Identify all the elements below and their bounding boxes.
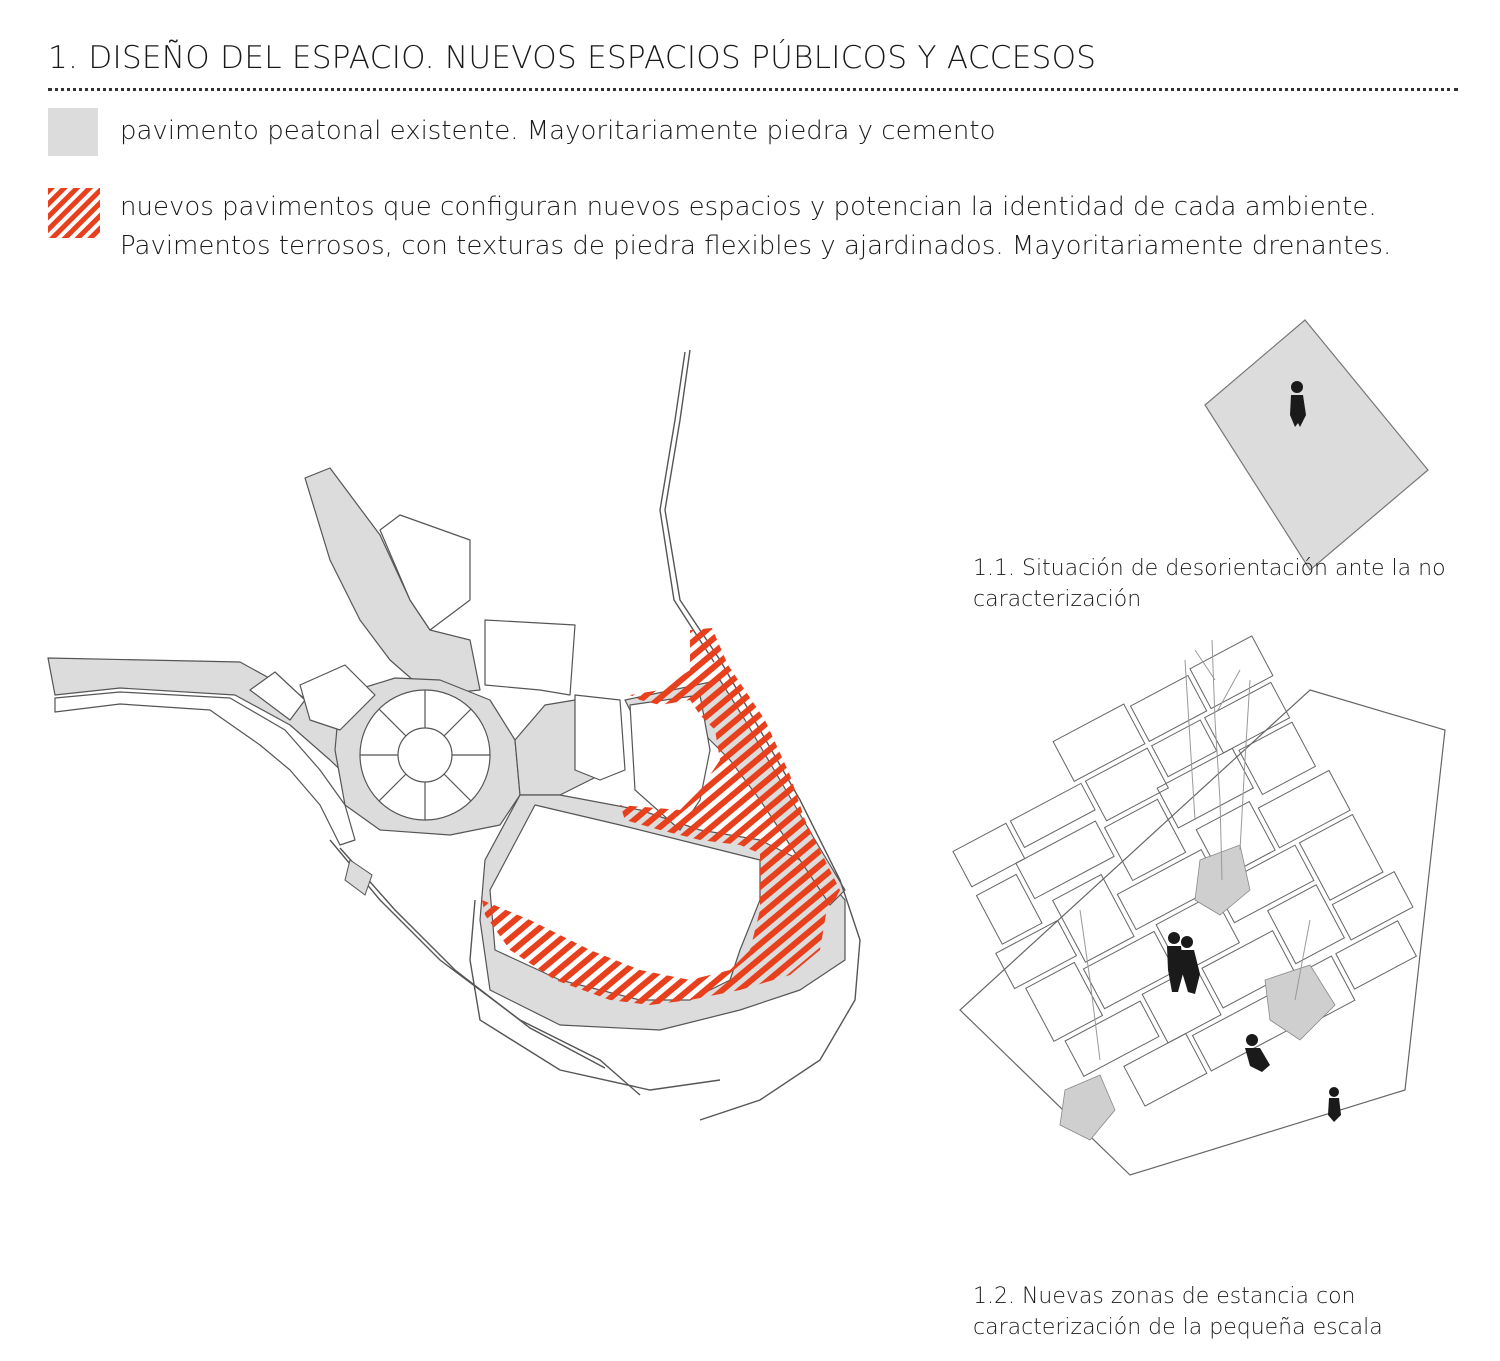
- caption-1-2: [973, 1281, 1383, 1343]
- legend-new-line2: Pavimentos terrosos, con texturas de piedra flexibles y ajardinados. Mayoritariamente drenantes.: [120, 231, 1392, 261]
- red-hatch-swatch: [48, 188, 100, 238]
- diagram-1-2: [950, 620, 1450, 1080]
- grey-paving-swatch: [48, 108, 98, 156]
- site-plan-map: [0, 300, 900, 1300]
- caption-1-2-line1: 1.2. Nuevas zonas de estancia con: [973, 1284, 1356, 1309]
- caption-1-1-line1: 1.1. Situación de desorientación ante la no: [973, 556, 1446, 581]
- caption-1-1: [973, 553, 1446, 615]
- legend-new-paving: [48, 188, 1391, 266]
- legend-existing-paving: [48, 108, 996, 156]
- legend-new-line1: nuevos pavimentos que configuran nuevos espacios y potencian la identidad de cada ambiente.: [120, 192, 1377, 222]
- caption-1-1-line2: caracterización: [973, 587, 1142, 612]
- dotted-divider: [48, 88, 1458, 91]
- legend-existing-text: pavimento peatonal existente. Mayoritariamente piedra y cemento: [120, 116, 996, 146]
- page-title: 1. DISEÑO DEL ESPACIO. NUEVOS ESPACIOS PÚBLICOS Y ACCESOS: [48, 40, 1097, 76]
- diagram-1-1: [1200, 315, 1460, 575]
- caption-1-2-line2: caracterización de la pequeña escala: [973, 1315, 1383, 1340]
